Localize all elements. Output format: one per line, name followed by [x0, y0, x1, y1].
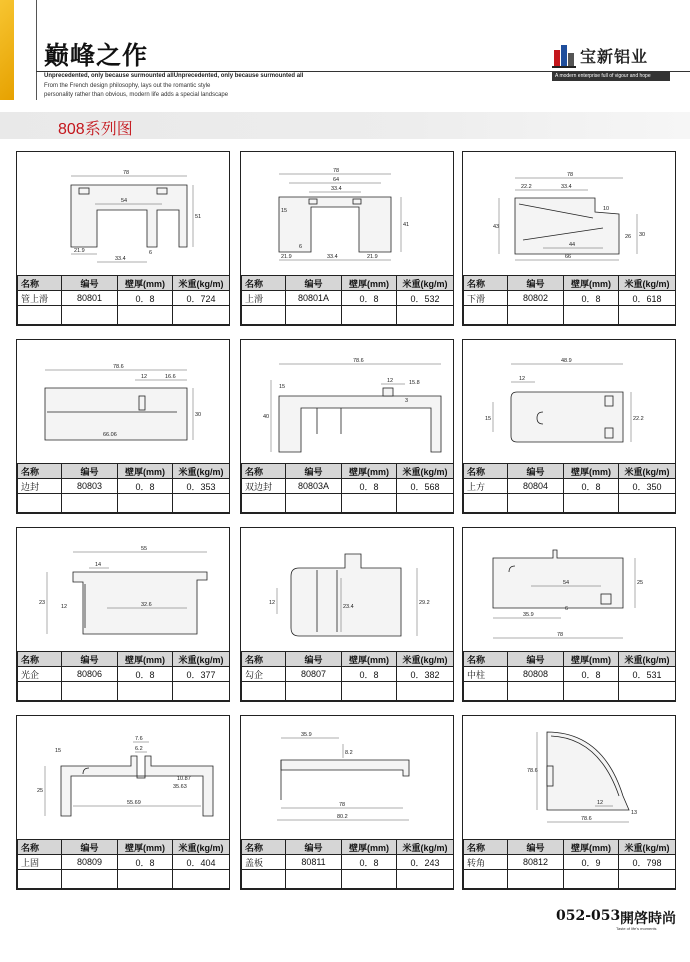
dim-label: 35.9 [523, 612, 534, 618]
building-logo-icon [552, 42, 576, 68]
profile-code: 80809 [62, 855, 118, 870]
profile-card [462, 339, 676, 514]
profile-name: 中柱 [464, 667, 508, 682]
profile-drawing [241, 716, 453, 839]
dim-label: 21.9 [281, 254, 292, 260]
header-subtitle-3: personality rather than obvious, modern life adds a special landscape [44, 92, 229, 98]
profile-weight: 0．350 [619, 479, 676, 494]
profile-card [462, 715, 676, 890]
dim-label: 6 [299, 244, 303, 250]
profile-drawing [463, 716, 675, 839]
dim-label: 10.87 [177, 776, 191, 782]
profile-code: 80812 [508, 855, 564, 870]
profile-drawing [463, 340, 675, 463]
dim-label: 22.2 [521, 184, 532, 190]
profile-drawing [17, 716, 229, 839]
company-name: 宝新铝业 [580, 49, 649, 66]
dim-label: 44 [569, 242, 576, 248]
dim-label: 80.2 [337, 814, 348, 820]
profile-weight: 0．382 [397, 667, 454, 682]
page-number: 052-053 [556, 908, 621, 924]
header-vertical-rule [36, 0, 37, 100]
dim-label: 33.4 [331, 186, 342, 192]
profile-thickness: 0．8 [342, 479, 397, 494]
profile-code: 80801A [286, 291, 342, 306]
dim-label: 66.06 [103, 432, 117, 438]
profile-code: 80802 [508, 291, 564, 306]
profile-card [240, 715, 454, 890]
dim-label: 40 [263, 414, 270, 420]
footer-brand: 開啓時尚 [620, 911, 676, 927]
dim-label: 32.6 [141, 602, 152, 608]
profile-thickness: 0．8 [118, 479, 173, 494]
dim-label: 78 [557, 632, 564, 638]
dim-label: 12 [519, 376, 526, 382]
profile-code: 80808 [508, 667, 564, 682]
dim-label: 14 [95, 562, 102, 568]
profile-drawing [17, 340, 229, 463]
dim-label: 23.4 [343, 604, 354, 610]
profile-name: 管上滑 [18, 291, 62, 306]
dim-label: 35.63 [173, 784, 187, 790]
dim-label: 78 [339, 802, 346, 808]
dim-label: 6 [565, 606, 569, 612]
profile-thickness: 0．8 [564, 479, 619, 494]
profile-thickness: 0．9 [564, 855, 619, 870]
dim-label: 6 [149, 250, 153, 256]
dim-label: 15 [279, 384, 286, 390]
dim-label: 12 [387, 378, 394, 384]
profile-spec-table: 名称 编号 壁厚(mm) 米重(kg/m) 双边封 80803A 0．8 0．568 [241, 463, 454, 513]
page-title: 巅峰之作 [44, 41, 149, 70]
dim-label: 10 [603, 206, 610, 212]
dim-label: 54 [121, 198, 128, 204]
dim-label: 78.6 [581, 816, 592, 822]
dim-label: 21.9 [74, 248, 85, 254]
dim-label: 78 [333, 168, 340, 174]
profile-weight: 0．798 [619, 855, 676, 870]
dim-label: 15.8 [409, 380, 420, 386]
profile-card [16, 339, 230, 514]
profile-card [240, 339, 454, 514]
profile-name: 上固 [18, 855, 62, 870]
profile-name: 下滑 [464, 291, 508, 306]
dim-label: 64 [333, 177, 340, 183]
dim-label: 30 [639, 232, 646, 238]
dim-label: 8.2 [345, 750, 353, 756]
header-subtitle-1: Unprecedented, only because surmounted allUnprecedented, only because surmounted all [44, 73, 304, 79]
profile-weight: 0．568 [397, 479, 454, 494]
dim-label: 33.4 [561, 184, 572, 190]
profile-name: 光企 [18, 667, 62, 682]
dim-label: 3 [405, 398, 409, 404]
profile-spec-table: 名称 编号 壁厚(mm) 米重(kg/m) 下滑 80802 0．8 0．618 [463, 275, 676, 325]
profile-thickness: 0．8 [342, 667, 397, 682]
dim-label: 29.2 [419, 600, 430, 606]
profile-code: 80801 [62, 291, 118, 306]
dim-label: 78 [123, 170, 130, 176]
dim-label: 15 [281, 208, 288, 214]
dim-label: 55.69 [127, 800, 141, 806]
dim-label: 7.6 [135, 736, 143, 742]
profile-code: 80806 [62, 667, 118, 682]
profile-thickness: 0．8 [118, 291, 173, 306]
dim-label: 15 [55, 748, 62, 754]
dim-label: 22.2 [633, 416, 644, 422]
profile-spec-table: 名称 编号 壁厚(mm) 米重(kg/m) 上方 80804 0．8 0．350 [463, 463, 676, 513]
profile-spec-table: 名称 编号 壁厚(mm) 米重(kg/m) 勾企 80807 0．8 0．382 [241, 651, 454, 701]
dim-label: 43 [493, 224, 500, 230]
profile-spec-table: 名称 编号 壁厚(mm) 米重(kg/m) 边封 80803 0．8 0．353 [17, 463, 230, 513]
company-tagline: A modern enterprise full of vigour and hope [552, 72, 670, 81]
dim-label: 51 [195, 214, 202, 220]
profile-name: 勾企 [242, 667, 286, 682]
dim-label: 78.6 [113, 364, 124, 370]
corner-accent-tab [0, 0, 14, 100]
dim-label: 26 [625, 234, 632, 240]
profile-weight: 0．531 [619, 667, 676, 682]
profile-weight: 0．532 [397, 291, 454, 306]
profile-name: 上滑 [242, 291, 286, 306]
profile-thickness: 0．8 [342, 291, 397, 306]
dim-label: 23 [39, 600, 46, 606]
footer-tagline: Taste of life's moments [616, 926, 657, 931]
dim-label: 25 [37, 788, 44, 794]
dim-label: 33.4 [327, 254, 338, 260]
profile-card [16, 527, 230, 702]
profile-spec-table: 名称 编号 壁厚(mm) 米重(kg/m) 盖板 80811 0．8 0．243 [241, 839, 454, 889]
dim-label: 15 [485, 416, 492, 422]
dim-label: 78.6 [353, 358, 364, 364]
dim-label: 6.2 [135, 746, 143, 752]
dim-label: 66 [565, 254, 572, 260]
profile-weight: 0．243 [397, 855, 454, 870]
profile-name: 上方 [464, 479, 508, 494]
dim-label: 12 [597, 800, 604, 806]
profile-spec-table: 名称 编号 壁厚(mm) 米重(kg/m) 光企 80806 0．8 0．377 [17, 651, 230, 701]
dim-label: 55 [141, 546, 148, 552]
profile-drawing [241, 340, 453, 463]
profile-drawing [17, 528, 229, 651]
profile-drawing [463, 528, 675, 651]
dim-label: 12 [269, 600, 276, 606]
dim-label: 33.4 [115, 256, 126, 262]
profile-code: 80803 [62, 479, 118, 494]
profile-drawing [241, 528, 453, 651]
profile-drawing [17, 152, 229, 275]
profile-drawing [463, 152, 675, 275]
dim-label: 35.9 [301, 732, 312, 738]
profile-weight: 0．618 [619, 291, 676, 306]
profile-weight: 0．353 [173, 479, 230, 494]
dim-label: 25 [637, 580, 644, 586]
dim-label: 30 [195, 412, 202, 418]
profile-thickness: 0．8 [564, 667, 619, 682]
header-subtitle-2: From the French design philosophy, lays out the romantic style [44, 83, 211, 89]
profile-weight: 0．404 [173, 855, 230, 870]
profile-code: 80804 [508, 479, 564, 494]
profile-card [16, 715, 230, 890]
profile-weight: 0．724 [173, 291, 230, 306]
profile-card [462, 527, 676, 702]
profile-spec-table: 名称 编号 壁厚(mm) 米重(kg/m) 管上滑 80801 0．8 0．724 [17, 275, 230, 325]
profile-name: 双边封 [242, 479, 286, 494]
profile-thickness: 0．8 [342, 855, 397, 870]
profile-card [462, 151, 676, 326]
profile-card [240, 527, 454, 702]
dim-label: 78.6 [527, 768, 538, 774]
profile-thickness: 0．8 [118, 667, 173, 682]
profile-weight: 0．377 [173, 667, 230, 682]
profile-thickness: 0．8 [118, 855, 173, 870]
profile-name: 边封 [18, 479, 62, 494]
series-title: 808系列图 [58, 121, 133, 138]
profile-spec-table: 名称 编号 壁厚(mm) 米重(kg/m) 上滑 80801A 0．8 0．532 [241, 275, 454, 325]
profile-name: 转角 [464, 855, 508, 870]
profile-spec-table: 名称 编号 壁厚(mm) 米重(kg/m) 上固 80809 0．8 0．404 [17, 839, 230, 889]
dim-label: 12 [61, 604, 68, 610]
profile-code: 80811 [286, 855, 342, 870]
dim-label: 54 [563, 580, 570, 586]
dim-label: 48.9 [561, 358, 572, 364]
profile-spec-table: 名称 编号 壁厚(mm) 米重(kg/m) 转角 80812 0．9 0．798 [463, 839, 676, 889]
dim-label: 41 [403, 222, 410, 228]
profile-card [240, 151, 454, 326]
dim-label: 78 [567, 172, 574, 178]
profile-code: 80807 [286, 667, 342, 682]
dim-label: 12 [141, 374, 148, 380]
profile-code: 80803A [286, 479, 342, 494]
dim-label: 21.9 [367, 254, 378, 260]
dim-label: 13 [631, 810, 638, 816]
dim-label: 16.6 [165, 374, 176, 380]
profile-card [16, 151, 230, 326]
profile-name: 盖板 [242, 855, 286, 870]
profile-thickness: 0．8 [564, 291, 619, 306]
profile-drawing [241, 152, 453, 275]
profile-spec-table: 名称 编号 壁厚(mm) 米重(kg/m) 中柱 80808 0．8 0．531 [463, 651, 676, 701]
